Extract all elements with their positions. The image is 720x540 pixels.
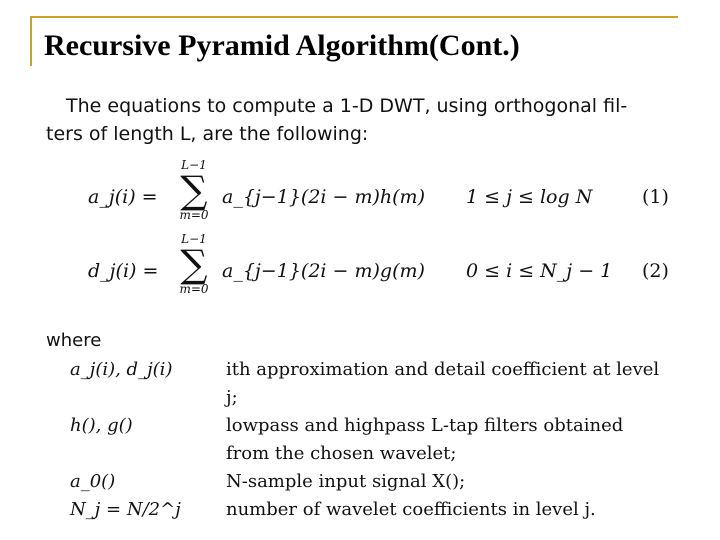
intro-line-1: The equations to compute a 1-D DWT, using orthogonal fil- [66, 95, 628, 117]
equation-condition: 0 ≤ i ≤ N_j − 1 [466, 260, 613, 282]
equation-1 [46, 158, 686, 232]
definition-list [46, 356, 686, 524]
definition-item [46, 496, 686, 524]
slide-title: Recursive Pyramid Algorithm(Cont.) [44, 29, 520, 62]
definition-symbol: a_j(i), d_j(i) [70, 359, 173, 380]
sigma-icon: ∑ [180, 168, 208, 212]
equation-number: (2) [642, 260, 669, 282]
definition-text: ith approximation and detail coefficient at level j; [226, 359, 660, 408]
definition-text: number of wavelet coefficients in level j. [226, 499, 596, 520]
definition-text: lowpass and highpass L-tap filters obtained from the chosen wavelet; [226, 415, 624, 464]
equation-lhs: a_j(i) = [88, 186, 158, 208]
intro-paragraph [46, 92, 686, 148]
definition-symbol: a_0() [70, 471, 116, 492]
sum-upper-limit: L−1 [181, 158, 207, 172]
equation-condition: 1 ≤ j ≤ log N [466, 186, 593, 208]
equation-rhs: a_{j−1}(2i − m)h(m) [222, 186, 425, 208]
summation-symbol [174, 232, 214, 296]
sum-lower-limit: m=0 [179, 282, 209, 296]
sum-upper-limit: L−1 [181, 232, 207, 246]
title-rule [30, 16, 678, 18]
slide-body [46, 92, 686, 524]
sigma-icon: ∑ [180, 242, 208, 286]
equation-number: (1) [642, 186, 669, 208]
definition-item [46, 356, 686, 412]
equation-2 [46, 232, 686, 306]
definition-item [46, 468, 686, 496]
definition-symbol: N_j = N/2^j [70, 499, 181, 520]
sum-lower-limit: m=0 [179, 208, 209, 222]
summation-symbol [174, 158, 214, 222]
intro-line-2: ters of length L, are the following: [46, 123, 369, 145]
title-accent-bar [30, 16, 32, 66]
definition-text: N-sample input signal X(); [226, 471, 466, 492]
equation-lhs: d_j(i) = [88, 260, 159, 282]
definition-item [46, 412, 686, 468]
where-label: where [46, 330, 102, 351]
equation-rhs: a_{j−1}(2i − m)g(m) [222, 260, 425, 282]
definition-symbol: h(), g() [70, 415, 133, 436]
